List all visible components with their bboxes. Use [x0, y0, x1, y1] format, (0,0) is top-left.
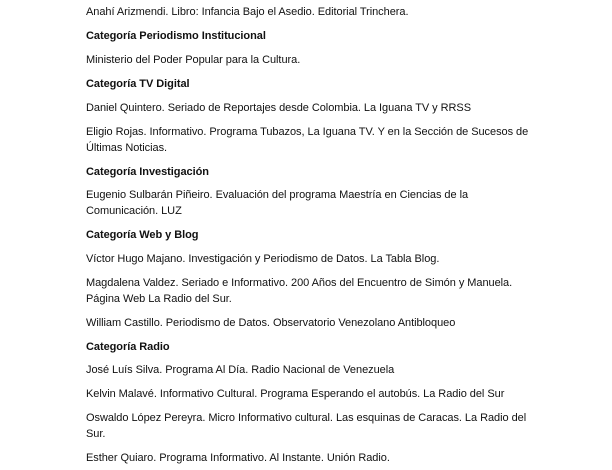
- entry-line: William Castillo. Periodismo de Datos. Observatorio Venezolano Antibloqueo: [86, 317, 456, 329]
- entry-line: Sur.: [86, 428, 106, 440]
- entry-line: Comunicación. LUZ: [86, 205, 182, 217]
- category-heading: Categoría Web y Blog: [86, 229, 199, 241]
- entry-line: Anahí Arizmendi. Libro: Infancia Bajo el Asedio. Editorial Trinchera.: [86, 6, 409, 18]
- entry-line: Eligio Rojas. Informativo. Programa Tubazos, La Iguana TV. Y en la Sección de Sucesos de: [86, 126, 529, 138]
- category-heading: Categoría Radio: [86, 341, 170, 353]
- entry-line: Ministerio del Poder Popular para la Cultura.: [86, 54, 301, 66]
- entry-line: Víctor Hugo Majano. Investigación y Periodismo de Datos. La Tabla Blog.: [86, 253, 440, 265]
- entry-line: Kelvin Malavé. Informativo Cultural. Programa Esperando el autobús. La Radio del Sur: [86, 388, 505, 400]
- entry-line: Eugenio Sulbarán Piñeiro. Evaluación del programa Maestría en Ciencias de la: [86, 189, 469, 201]
- entry-line: José Luís Silva. Programa Al Día. Radio Nacional de Venezuela: [86, 364, 395, 376]
- category-heading: Categoría Investigación: [86, 166, 209, 178]
- entry-line: Últimas Noticias.: [86, 142, 168, 154]
- entry-line: Oswaldo López Pereyra. Micro Informativo cultural. Las esquinas de Caracas. La Radio del: [86, 412, 527, 424]
- entry-line: Magdalena Valdez. Seriado e Informativo. 200 Años del Encuentro de Simón y Manuela.: [86, 277, 513, 289]
- entry-line: Esther Quiaro. Programa Informativo. Al Instante. Unión Radio.: [86, 452, 390, 464]
- category-heading: Categoría Periodismo Institucional: [86, 30, 266, 42]
- entry-line: Daniel Quintero. Seriado de Reportajes desde Colombia. La Iguana TV y RRSS: [86, 102, 471, 114]
- entry-line: Página Web La Radio del Sur.: [86, 293, 232, 305]
- category-heading: Categoría TV Digital: [86, 78, 190, 90]
